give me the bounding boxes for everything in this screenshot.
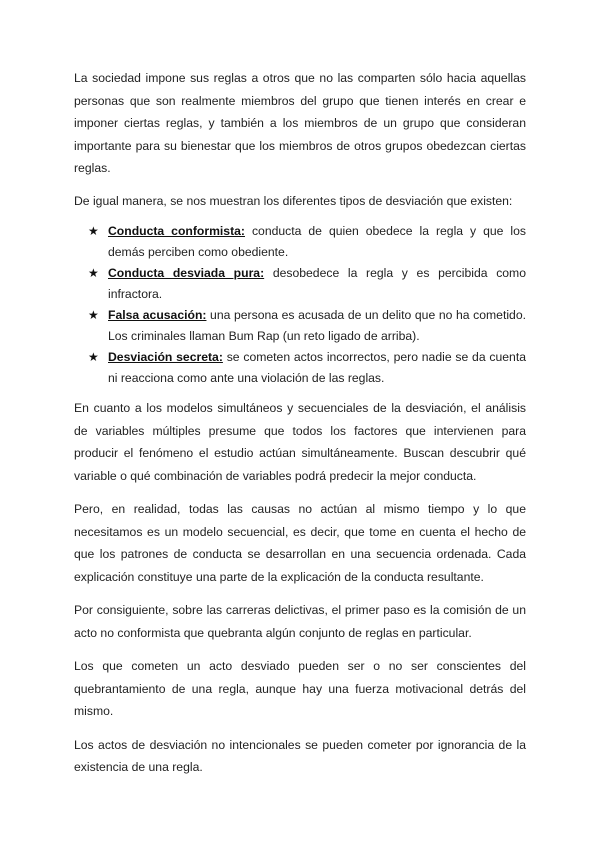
term-conducta-conformista: Conducta conformista: [108, 224, 245, 238]
paragraph-1: La sociedad impone sus reglas a otros que no las comparten sólo hacia aquellas personas que son realmente miembros del grupo que tienen interés en crear e imponer ciertas reglas, y también a los miembros de un grupo que consideran importante para su bienestar que los miembros de otros grupos obedezcan ciertas reglas. [74, 71, 526, 175]
star-icon: ★ [88, 350, 99, 364]
star-icon: ★ [88, 266, 99, 280]
definition-text: conducta de quien obedece la regla y que los demás perciben como obediente. [108, 224, 526, 259]
definition-text: desobedece la regla y es percibida como infractora. [108, 266, 526, 301]
list-item [74, 221, 526, 262]
definition-text: se cometen actos incorrectos, pero nadie se da cuenta ni reacciona como ante una violación de las reglas. [108, 350, 526, 385]
paragraph-3: En cuanto a los modelos simultáneos y secuenciales de la desviación, el análisis de variables múltiples presume que todos los factores que intervienen para producir el fenómeno el estudio actúan simultáneamente. Buscan descubrir qué variable o qué combinación de variables podrá predecir la mejor conducta. [74, 401, 526, 483]
term-conducta-desviada-pura: Conducta desviada pura: [108, 266, 265, 280]
deviation-types-list [74, 221, 526, 388]
term-desviacion-secreta: Desviación secreta: [108, 350, 223, 364]
list-item [74, 263, 526, 304]
paragraph-2: De igual manera, se nos muestran los diferentes tipos de desviación que existen: [74, 193, 513, 208]
list-item [74, 305, 526, 346]
star-icon: ★ [88, 308, 99, 322]
paragraph-6: Los que cometen un acto desviado pueden ser o no ser conscientes del quebrantamiento de una regla, aunque hay una fuerza motivacional detrás del mismo. [74, 659, 526, 718]
definition-text: una persona es acusada de un delito que no ha cometido. Los criminales llaman Bum Rap (un reto ligado de arriba). [108, 308, 526, 343]
list-item [74, 347, 526, 388]
paragraph-4: Pero, en realidad, todas las causas no actúan al mismo tiempo y lo que necesitamos es un modelo secuencial, es decir, que tome en cuenta el hecho de que los patrones de conducta se desarrollan en una secuencia ordenada. Cada explicación constituye una parte de la explicación de la conducta resultante. [74, 502, 526, 584]
paragraph-5: Por consiguiente, sobre las carreras delictivas, el primer paso es la comisión de un acto no conformista que quebranta algún conjunto de reglas en particular. [74, 603, 526, 640]
paragraph-7: Los actos de desviación no intencionales se pueden cometer por ignorancia de la existencia de una regla. [74, 737, 526, 774]
term-falsa-acusacion: Falsa acusación: [108, 308, 207, 322]
star-icon: ★ [88, 224, 99, 238]
